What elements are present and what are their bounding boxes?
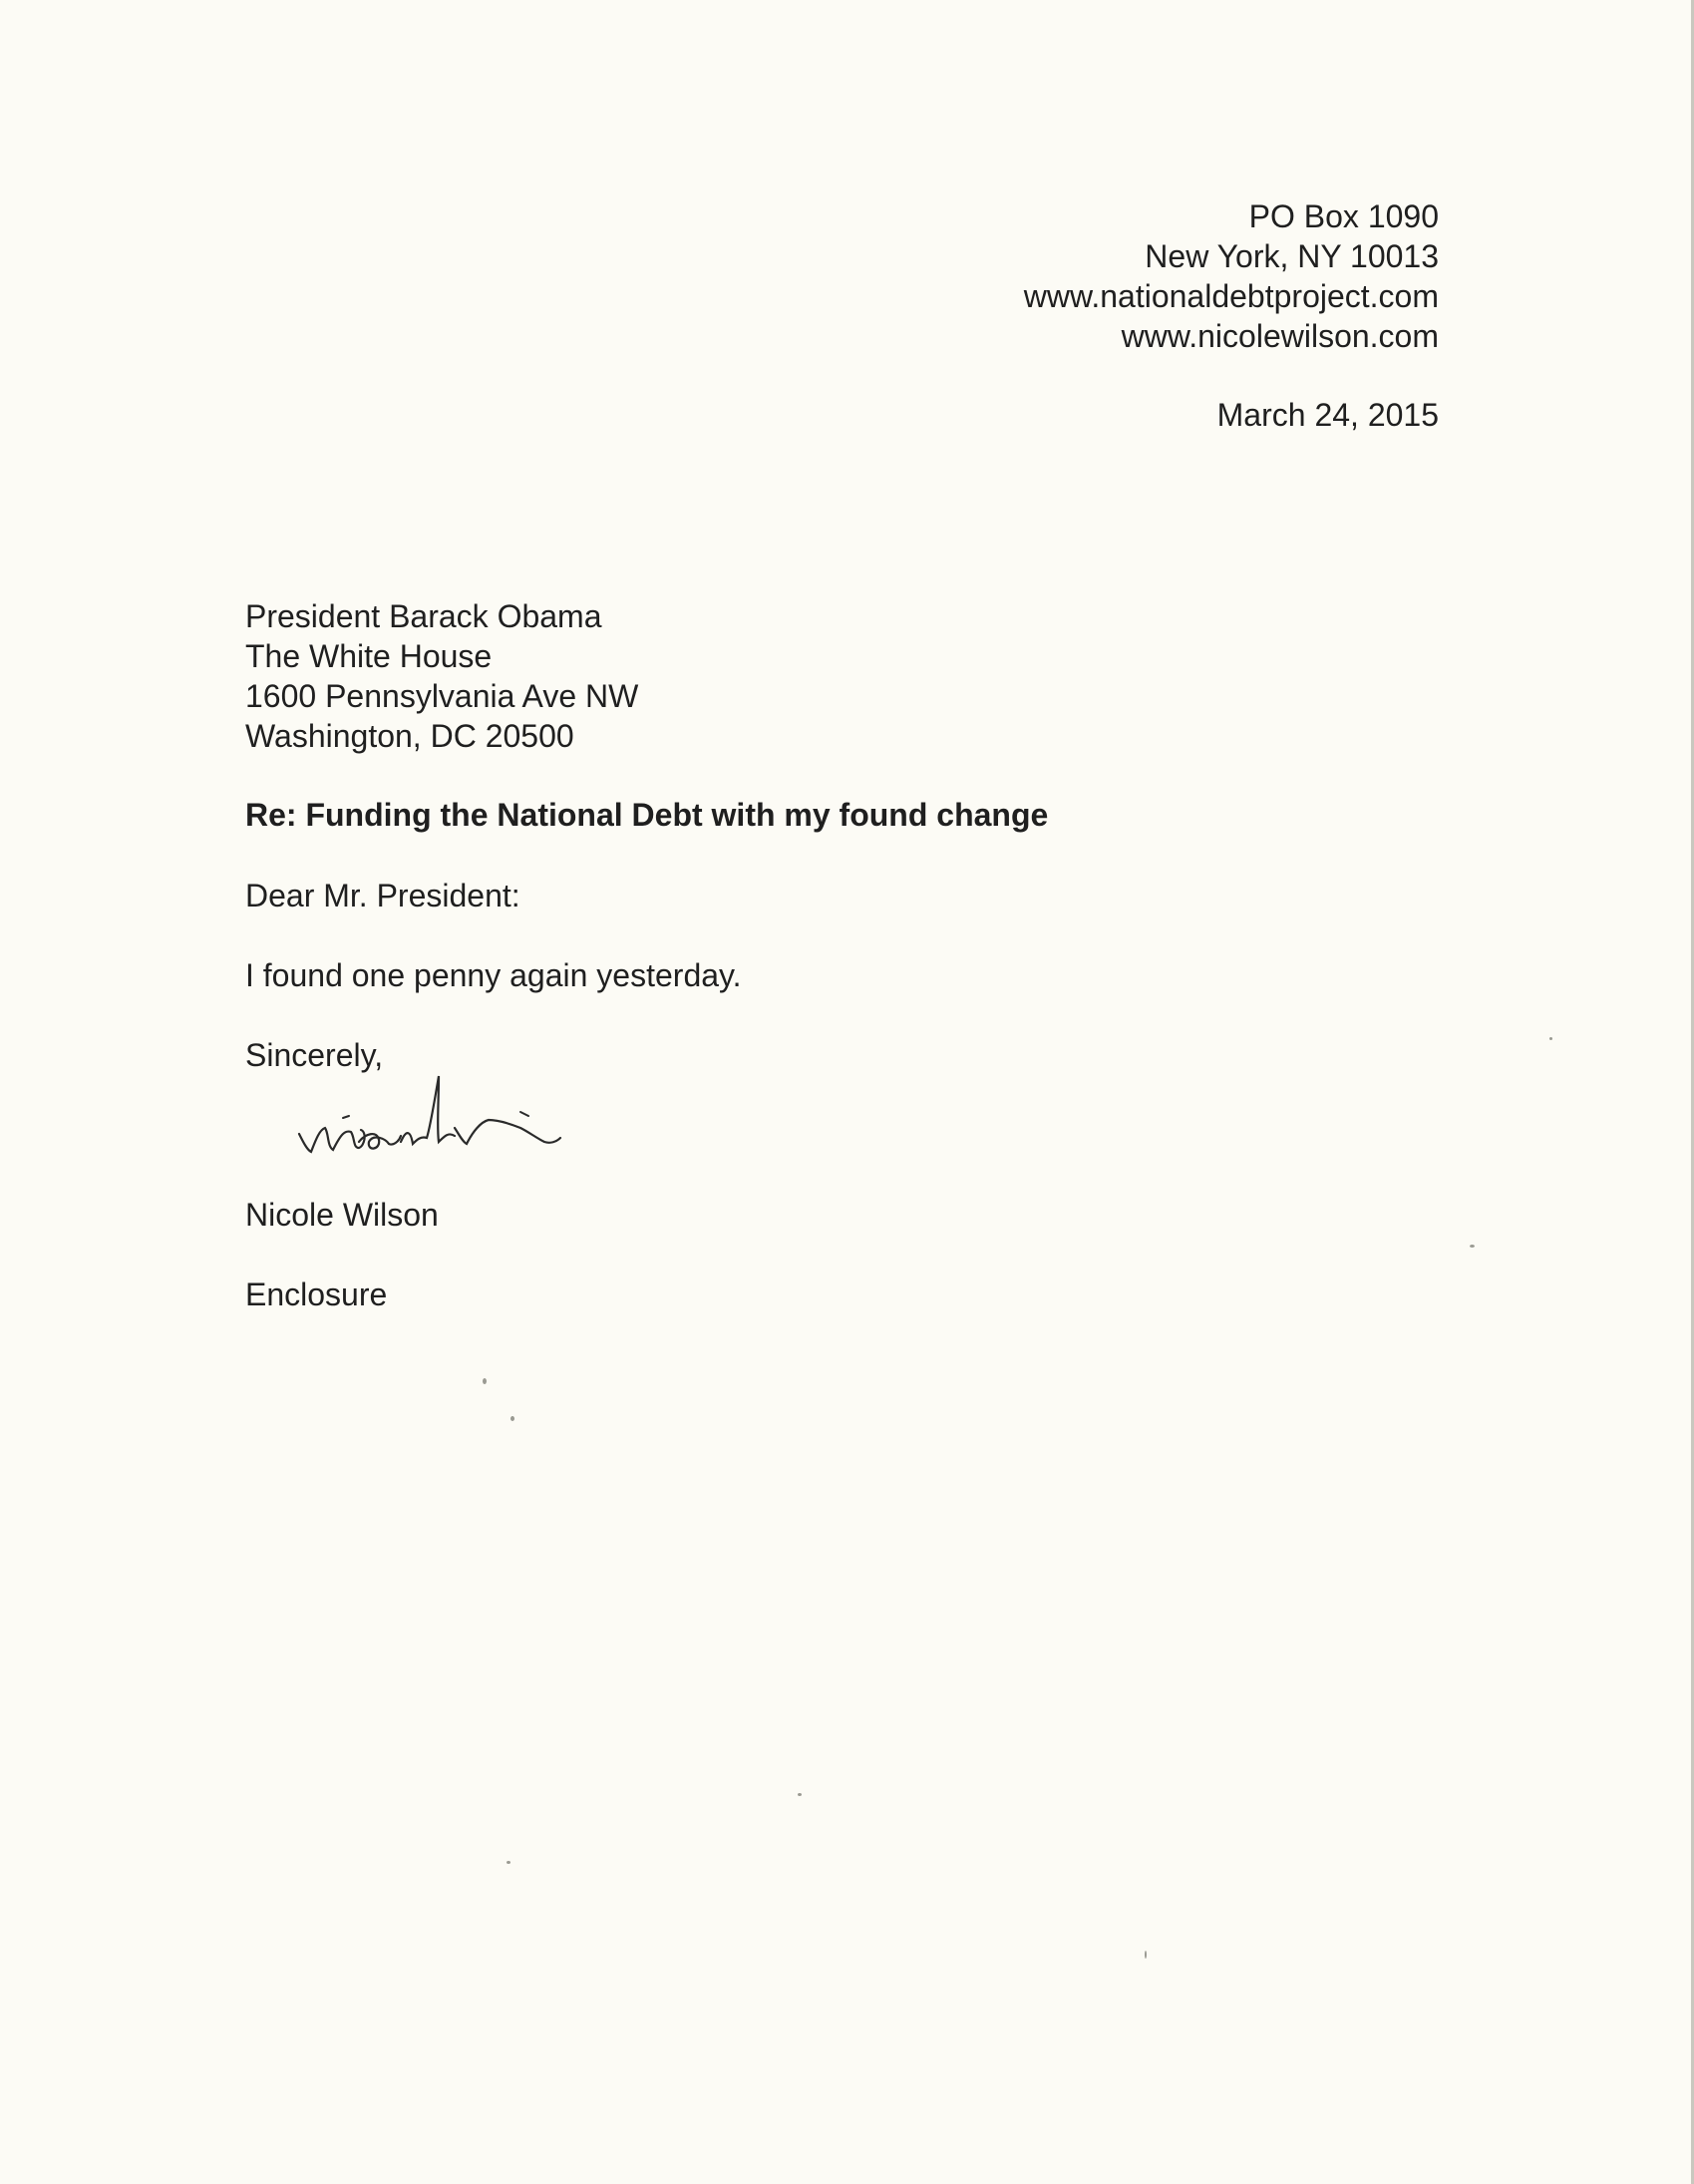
signer-name: Nicole Wilson — [245, 1197, 439, 1233]
recipient-name: President Barack Obama — [245, 598, 602, 634]
enclosure-note: Enclosure — [245, 1276, 388, 1312]
handwritten-signature — [289, 1072, 628, 1172]
scan-speck — [1470, 1245, 1475, 1248]
salutation: Dear Mr. President: — [245, 878, 520, 913]
closing: Sincerely, — [245, 1037, 384, 1073]
scan-speck — [507, 1861, 510, 1864]
recipient-line4: Washington, DC 20500 — [245, 718, 574, 754]
scan-speck — [1145, 1951, 1147, 1959]
recipient-line3: 1600 Pennsylvania Ave NW — [245, 678, 639, 714]
scan-speck — [1549, 1037, 1552, 1040]
scan-speck — [510, 1416, 514, 1421]
subject-line: Re: Funding the National Debt with my found change — [245, 797, 1049, 833]
sender-address-line1: PO Box 1090 — [1248, 198, 1439, 234]
scan-speck — [483, 1378, 487, 1384]
recipient-line2: The White House — [245, 638, 493, 674]
sender-website-1: www.nationaldebtproject.com — [1023, 278, 1439, 314]
sender-address-line2: New York, NY 10013 — [1145, 238, 1439, 274]
sender-website-2: www.nicolewilson.com — [1121, 318, 1439, 354]
letter-date: March 24, 2015 — [1216, 397, 1439, 433]
scan-speck — [798, 1793, 802, 1796]
body-paragraph: I found one penny again yesterday. — [245, 957, 742, 993]
